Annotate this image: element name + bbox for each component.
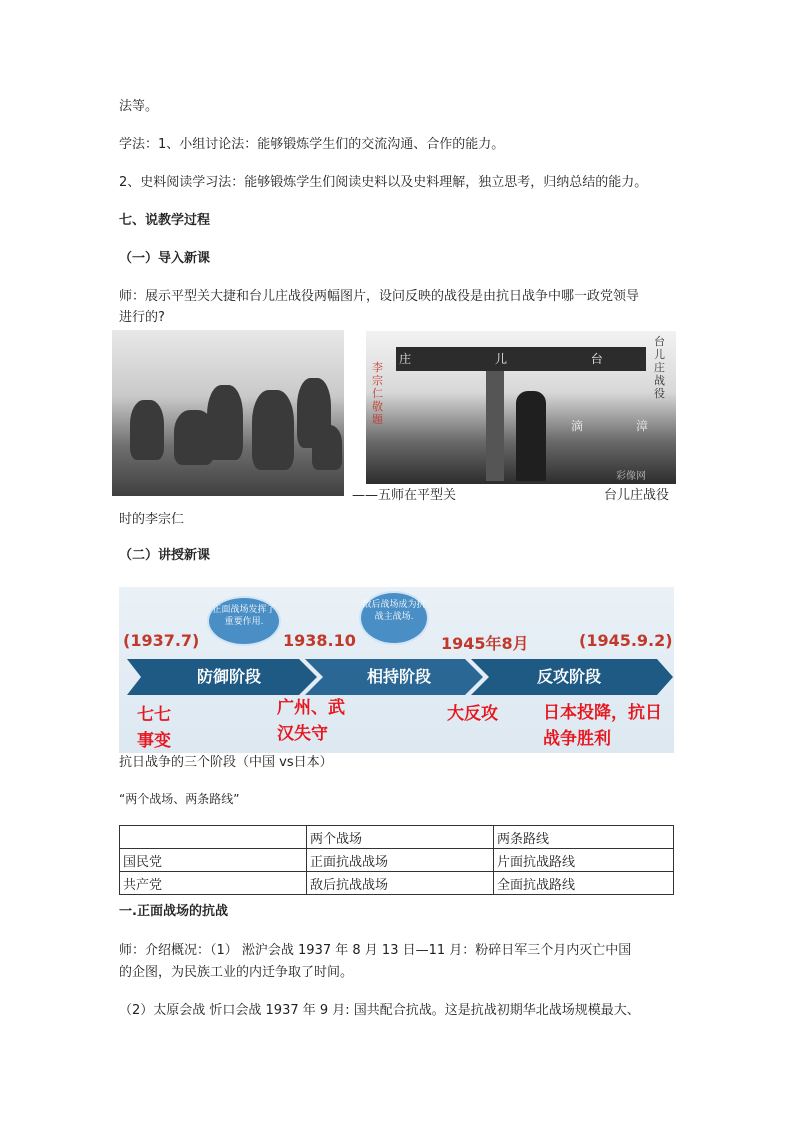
vertical-inscription-right: 台儿庄战役 [654, 335, 665, 400]
heading-intro: （一）导入新课 [119, 251, 211, 266]
photo-pingxingguan [112, 330, 344, 496]
caption-right: 台儿庄战役 [604, 488, 670, 503]
heading-teaching-process: 七、说教学过程 [119, 213, 211, 228]
date-1945-sep: (1945.9.2) [579, 631, 673, 650]
quote-two-battlefields: “两个战场、两条路线” [119, 792, 240, 806]
battlefield-table [119, 825, 674, 895]
gate-post [486, 371, 504, 481]
paragraph-intro-line2: 进行的? [119, 310, 165, 325]
event-july7: 七七事变 [137, 705, 171, 751]
heading-front-battlefield: 一.正面战场的抗战 [119, 904, 228, 919]
photo-taierzhuang [366, 331, 676, 484]
bubble-front-battlefield: 正面战场发挥了重要作用. [207, 596, 281, 646]
paragraph-continuation: 法等。 [119, 99, 159, 114]
event-counteroffensive: 大反攻 [447, 704, 498, 724]
paragraph-study-method-1: 学法：1、小组讨论法：能够锻炼学生们的交流沟通、合作的能力。 [119, 137, 505, 152]
table-cell: 敌后抗战战场 [307, 872, 494, 895]
watermark: 彩像网 [616, 471, 646, 482]
paragraph-front-1: 师：介绍概况：（1） 淞沪会战 1937 年 8 月 13 日—11 月：粉碎日军三个月内灭亡中国 [119, 943, 632, 958]
bubble-rear-battlefield: 敌后战场成为抗战主战场. [359, 591, 429, 645]
gate-sign: 庄 儿 台 [396, 347, 646, 371]
table-header-row [120, 826, 674, 849]
stage-counter: 反攻阶段 [536, 667, 601, 686]
date-1938: 1938.10 [283, 631, 356, 650]
sub-sign-right: 漳 [636, 419, 649, 433]
sub-sign-left: 滴 [571, 419, 584, 433]
table-cell: 两条路线 [494, 826, 674, 849]
table-cell: 片面抗战路线 [494, 849, 674, 872]
table-cell: 两个战场 [307, 826, 494, 849]
table-cell: 共产党 [120, 872, 307, 895]
caption-line2: 时的李宗仁 [119, 512, 185, 527]
heading-teach-new: （二）讲授新课 [119, 548, 211, 563]
table-cell: 全面抗战路线 [494, 872, 674, 895]
table-cell: 正面抗战战场 [307, 849, 494, 872]
table-row [120, 849, 674, 872]
date-1937: (1937.7) [123, 631, 200, 650]
paragraph-intro-line1: 师：展示平型关大捷和台儿庄战役两幅图片，设问反映的战役是由抗日战争中哪一政党领导 [119, 289, 640, 304]
vertical-inscription-left: 李宗仁敬題 [372, 361, 383, 426]
paragraph-study-method-2: 2、史料阅读学习法：能够锻炼学生们阅读史料以及史料理解，独立思考，归纳总结的能力。 [119, 175, 648, 190]
timeline-banner [119, 587, 674, 753]
event-japan-surrender: 日本投降，抗日战争胜利 [543, 703, 662, 749]
banner-caption: 抗日战争的三个阶段（中国 vs日本） [119, 755, 333, 770]
table-row [120, 872, 674, 895]
table-cell [120, 826, 307, 849]
standing-figure [516, 391, 546, 481]
caption-left: ——五师在平型关 [352, 488, 457, 503]
paragraph-front-3: （2）太原会战 忻口会战 1937 年 9 月: 国共配合抗战。这是抗战初期华北战场规模最大、 [119, 1003, 640, 1018]
table-cell: 国民党 [120, 849, 307, 872]
date-1945-aug: 1945年8月 [441, 634, 529, 653]
event-guangzhou-wuhan: 广州、武汉失守 [277, 698, 345, 744]
stage-stalemate: 相持阶段 [366, 667, 431, 686]
stage-defense: 防御阶段 [196, 667, 261, 686]
paragraph-front-2: 的企图，为民族工业的内迁争取了时间。 [119, 965, 354, 980]
